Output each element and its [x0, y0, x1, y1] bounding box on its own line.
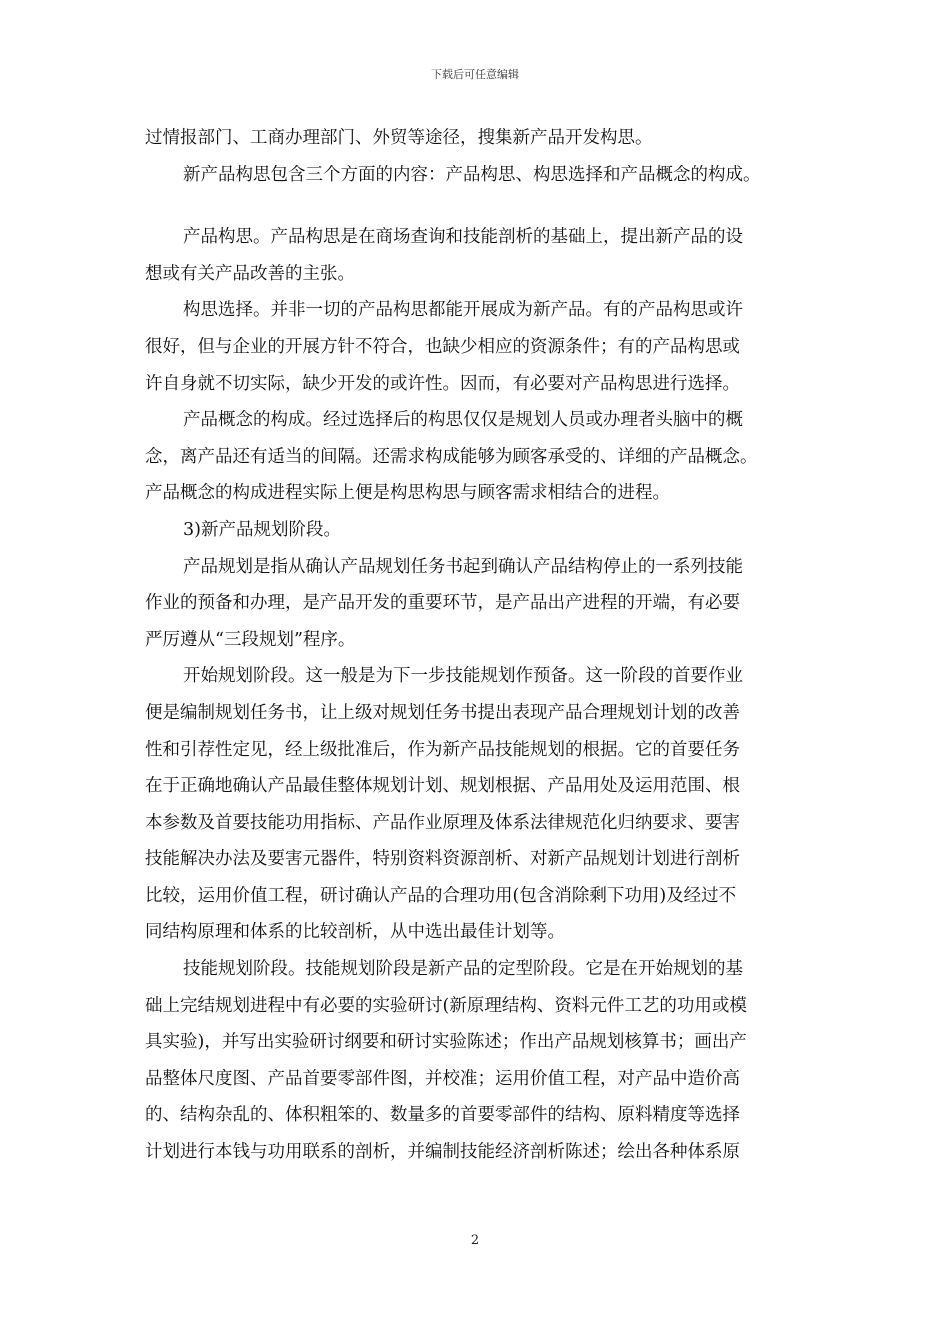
page-header: 下载后可任意编辑	[431, 68, 519, 81]
text-line: 的、结构杂乱的、体积粗笨的、数量多的首要零部件的结构、原料精度等选择	[145, 1105, 740, 1126]
text-line: 具实验)，并写出实验研讨纲要和研讨实验陈述；作出产品规划核算书；画出产	[145, 1032, 747, 1053]
text-line: 计划进行本钱与功用联系的剖析，并编制技能经济剖析陈述；绘出各种体系原	[145, 1142, 740, 1163]
page-number: 2	[470, 1233, 480, 1248]
text-line: 产品概念的构成进程实际上便是构思构思与顾客需求相结合的进程。	[145, 483, 670, 504]
text-line: 过情报部门、工商办理部门、外贸等途径，搜集新产品开发构思。	[145, 128, 653, 148]
text-line: 便是编制规划任务书，让上级对规划任务书提出表现产品合理规划计划的改善	[145, 702, 740, 723]
text-line: 技能规划阶段。技能规划阶段是新产品的定型阶段。它是在开始规划的基	[183, 959, 743, 980]
text-line: 想或有关产品改善的主张。	[145, 263, 355, 284]
text-line: 比较，运用价值工程，研讨确认产品的合理功用(包含消除剩下功用)及经过不	[145, 885, 737, 906]
text-line: 产品规划是指从确认产品规划任务书起到确认产品结构停止的一系列技能	[183, 556, 743, 577]
text-line: 同结构原理和体系的比较剖析，从中选出最佳计划等。	[145, 922, 565, 943]
text-line: 念，离产品还有适当的间隔。还需求构成能够为顾客承受的、详细的产品概念。	[145, 446, 758, 467]
text-line: 开始规划阶段。这一般是为下一步技能规划作预备。这一阶段的首要作业	[183, 666, 743, 687]
text-line: 本参数及首要技能功用指标、产品作业原理及体系法律规范化归纳要求、要害	[145, 812, 740, 833]
paragraph-gap	[145, 193, 815, 219]
text-line: 产品构思。产品构思是在商场查询和技能剖析的基础上，提出新产品的设	[183, 227, 743, 248]
text-line: 构思选择。并非一切的产品构思都能开展成为新产品。有的产品构思或许	[183, 300, 743, 321]
text-line: 技能解决办法及要害元器件，特别资料资源剖析、对新产品规划计划进行剖析	[145, 849, 740, 870]
text-line: 3)新产品规划阶段。	[183, 519, 341, 540]
text-line: 在于正确地确认产品最佳整体规划计划、规划根据、产品用处及运用范围、根	[145, 776, 740, 797]
text-line: 许自身就不切实际，缺少开发的或许性。因而，有必要对产品构思进行选择。	[145, 373, 740, 394]
document-body	[145, 120, 815, 1171]
text-line: 作业的预备和办理，是产品开发的重要环节，是产品出产进程的开端，有必要	[145, 593, 740, 614]
text-line: 品整体尺度图、产品首要零部件图，并校准；运用价值工程，对产品中造价高	[145, 1068, 740, 1089]
text-line: 性和引荐性定见，经上级批准后，作为新产品技能规划的根据。它的首要任务	[145, 739, 740, 760]
text-line: 很好，但与企业的开展方针不符合，也缺少相应的资源条件；有的产品构思或	[145, 336, 740, 357]
text-line: 础上完结规划进程中有必要的实验研讨(新原理结构、资料元件工艺的功用或模	[145, 995, 747, 1016]
text-line: 严厉遵从“三段规划”程序。	[145, 629, 356, 650]
text-line: 产品概念的构成。经过选择后的构思仅仅是规划人员或办理者头脑中的概	[183, 410, 743, 431]
text-line: 新产品构思包含三个方面的内容：产品构思、构思选择和产品概念的构成。	[183, 164, 761, 185]
